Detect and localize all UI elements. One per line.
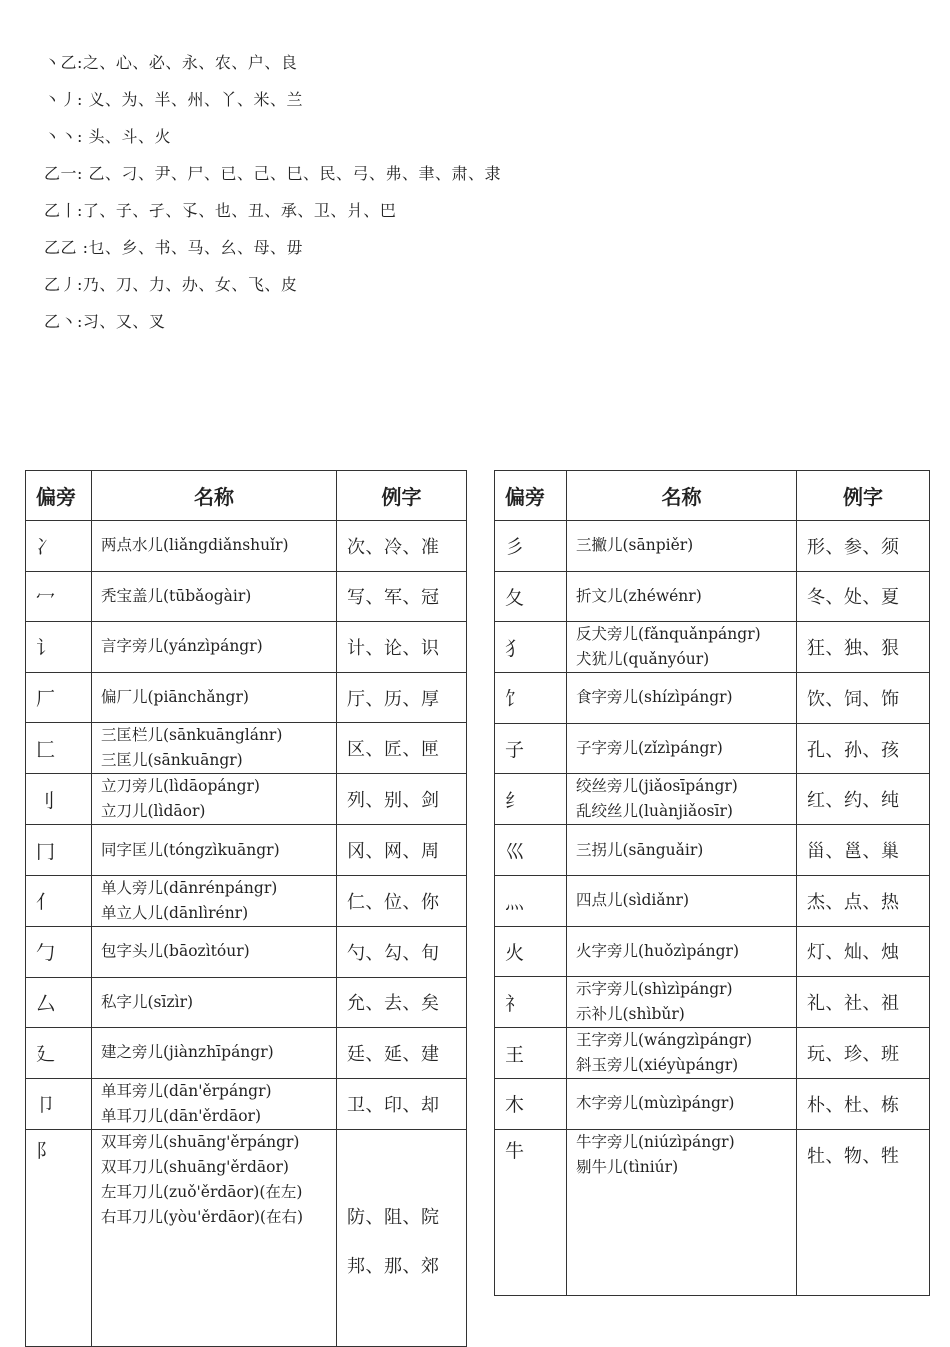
- radical-name: 示字旁儿(shìzìpángr): [576, 980, 733, 999]
- radical-name: 乱绞丝儿(luànjiǎosīr): [576, 802, 733, 821]
- stroke-combo-line: 丶丶: 头、斗、火: [44, 127, 171, 146]
- radical-cell: 勹: [26, 926, 92, 977]
- header-name: 名称: [92, 471, 337, 521]
- radical-name: 包字头儿(bāozìtóur): [101, 942, 250, 961]
- radical-cell: 冂: [26, 825, 92, 876]
- radical-name: 木字旁儿(mùzìpángr): [576, 1094, 735, 1113]
- radical-cell: 阝: [26, 1129, 92, 1346]
- radical-name: 单立人儿(dānlìrénr): [101, 903, 249, 922]
- table-row: [26, 672, 467, 723]
- table-row: [26, 1028, 467, 1079]
- radical-name: 言字旁儿(yánzìpángr): [101, 637, 263, 656]
- stroke-combo-line: 丶丿: 义、为、半、州、丫、米、兰: [44, 90, 303, 109]
- radical-table-right: [494, 470, 930, 1296]
- name-cell: [92, 622, 337, 673]
- examples-cell: 冬、处、夏: [797, 571, 930, 622]
- examples-cell: 厅、历、厚: [337, 672, 467, 723]
- name-cell: [567, 926, 797, 977]
- radical-cell: 卩: [26, 1078, 92, 1129]
- radical-cell: 厂: [26, 672, 92, 723]
- examples-cell: 礼、社、祖: [797, 977, 930, 1028]
- table-body: [495, 521, 930, 1296]
- examples-cell: 勺、勾、旬: [337, 926, 467, 977]
- example-chars: 邦、那、郊: [347, 1255, 440, 1277]
- radical-cell: 子: [495, 723, 567, 774]
- table-row: [26, 825, 467, 876]
- examples-cell: 玩、珍、班: [797, 1028, 930, 1079]
- name-cell: [567, 521, 797, 572]
- table-row: [26, 1129, 467, 1346]
- table-row: [26, 875, 467, 926]
- radical-name: 示补儿(shìbǔr): [576, 1005, 685, 1024]
- table-row: [495, 673, 930, 724]
- name-cell: [92, 723, 337, 774]
- radical-name: 剔牛儿(tìniúr): [576, 1157, 679, 1176]
- radical-name: 单耳旁儿(dān'ěrpángr): [101, 1081, 272, 1100]
- examples-cell: 廷、延、建: [337, 1028, 467, 1079]
- table-body: [26, 521, 467, 1347]
- stroke-combo-line: 乙乙 :乜、乡、书、马、幺、母、毋: [44, 238, 303, 257]
- radical-name: 立刀儿(lìdāor): [101, 802, 206, 821]
- radical-cell: 廴: [26, 1028, 92, 1079]
- table-row: [26, 521, 467, 572]
- table-row: [495, 825, 930, 876]
- radical-cell: 厶: [26, 977, 92, 1028]
- radical-cell: 冖: [26, 571, 92, 622]
- radical-cell: 巛: [495, 825, 567, 876]
- examples-cell: 形、参、须: [797, 521, 930, 572]
- radical-cell: 冫: [26, 521, 92, 572]
- table-row: [26, 622, 467, 673]
- table-row: [495, 875, 930, 926]
- table-row: [495, 926, 930, 977]
- table-row: [495, 622, 930, 673]
- name-cell: [567, 825, 797, 876]
- header-radical: 偏旁: [495, 471, 567, 521]
- stroke-combo-line: 丶乙:之、心、必、永、农、户、良: [44, 53, 298, 72]
- name-cell: [567, 774, 797, 825]
- table-row: [26, 723, 467, 774]
- radical-name: 火字旁儿(huǒzìpángr): [576, 941, 739, 960]
- table-row: [495, 774, 930, 825]
- radical-name: 私字儿(sīzìr): [101, 992, 194, 1011]
- examples-cell: 区、匠、匣: [337, 723, 467, 774]
- radical-cell: 灬: [495, 875, 567, 926]
- name-cell: [567, 1028, 797, 1079]
- examples-cell: 列、别、剑: [337, 774, 467, 825]
- radical-cell: 纟: [495, 774, 567, 825]
- radical-cell: 彡: [495, 521, 567, 572]
- radical-name: 左耳刀儿(zuǒ'ěrdāor)(在左): [101, 1182, 303, 1201]
- radical-cell: 犭: [495, 622, 567, 673]
- radical-cell: 火: [495, 926, 567, 977]
- radical-name: 三匡儿(sānkuāngr): [101, 751, 243, 770]
- table-row: [495, 521, 930, 572]
- examples-cell: 杰、点、热: [797, 875, 930, 926]
- stroke-combo-line: 乙丨:了、子、孑、孓、也、丑、承、卫、爿、巴: [44, 201, 397, 220]
- name-cell: [92, 521, 337, 572]
- radical-cell: 亻: [26, 875, 92, 926]
- name-cell: [567, 673, 797, 724]
- name-cell: [567, 977, 797, 1028]
- name-cell: [92, 1129, 337, 1346]
- radical-name: 三匡栏儿(sānkuānglánr): [101, 726, 283, 745]
- radical-name: 斜玉旁儿(xiéyùpángr): [576, 1056, 739, 1075]
- radical-name: 双耳刀儿(shuāng'ěrdāor): [101, 1157, 289, 1176]
- examples-cell: 卫、印、却: [337, 1078, 467, 1129]
- examples-cell: 红、约、纯: [797, 774, 930, 825]
- radical-name: 犬犹儿(quǎnyóur): [576, 650, 710, 669]
- radical-name: 反犬旁儿(fǎnquǎnpángr): [576, 625, 761, 644]
- radical-name: 同字匡儿(tóngzìkuāngr): [101, 840, 280, 859]
- name-cell: [567, 1079, 797, 1130]
- radical-name: 立刀旁儿(lìdāopángr): [101, 777, 260, 796]
- stroke-combo-line: 乙丿:乃、刀、力、办、女、飞、皮: [44, 275, 298, 294]
- stroke-combo-line: 乙丶:习、又、叉: [44, 312, 166, 331]
- examples-cell: 饮、饲、饰: [797, 673, 930, 724]
- examples-cell: 计、论、识: [337, 622, 467, 673]
- radical-name: 三撇儿(sānpiěr): [576, 536, 694, 555]
- radical-name: 偏厂儿(piānchǎngr): [101, 688, 249, 707]
- examples-cell: 狂、独、狠: [797, 622, 930, 673]
- examples-cell: 写、军、冠: [337, 571, 467, 622]
- table-row: [26, 926, 467, 977]
- radical-name: 双耳旁儿(shuāng'ěrpángr): [101, 1132, 300, 1151]
- table-row: [26, 774, 467, 825]
- radical-cell: 牛: [495, 1129, 567, 1295]
- table-row: [495, 977, 930, 1028]
- name-cell: [567, 571, 797, 622]
- radical-cell: 刂: [26, 774, 92, 825]
- radical-name: 单人旁儿(dānrénpángr): [101, 878, 278, 897]
- name-cell: [567, 723, 797, 774]
- table-row: [26, 571, 467, 622]
- radical-cell: 木: [495, 1079, 567, 1130]
- examples-cell: 牡、物、牲: [797, 1129, 930, 1295]
- table-row: [26, 977, 467, 1028]
- name-cell: [567, 622, 797, 673]
- radical-cell: 王: [495, 1028, 567, 1079]
- table-row: [495, 1079, 930, 1130]
- name-cell: [567, 1129, 797, 1295]
- table-row: [495, 723, 930, 774]
- table-row: [495, 1028, 930, 1079]
- examples-cell: 允、去、矣: [337, 977, 467, 1028]
- radical-name: 右耳刀儿(yòu'ěrdāor)(在右): [101, 1207, 304, 1226]
- table-row: [495, 571, 930, 622]
- name-cell: [92, 926, 337, 977]
- examples-cell: [337, 1129, 467, 1346]
- name-cell: [567, 875, 797, 926]
- header-name: 名称: [567, 471, 797, 521]
- radical-name: 单耳刀儿(dān'ěrdāor): [101, 1106, 261, 1125]
- example-chars: 防、阻、院: [347, 1206, 440, 1228]
- name-cell: [92, 571, 337, 622]
- radical-cell: 讠: [26, 622, 92, 673]
- name-cell: [92, 825, 337, 876]
- table-row: [26, 1078, 467, 1129]
- stroke-combo-line: 乙一: 乙、刁、尹、尸、已、己、巳、民、弓、弗、聿、肃、隶: [44, 164, 501, 183]
- examples-cell: 孔、孙、孩: [797, 723, 930, 774]
- table-row: [495, 1129, 930, 1295]
- examples-cell: 次、冷、准: [337, 521, 467, 572]
- name-cell: [92, 774, 337, 825]
- radical-cell: 夂: [495, 571, 567, 622]
- radical-cell: 匚: [26, 723, 92, 774]
- radical-name: 折文儿(zhéwénr): [576, 586, 702, 605]
- examples-cell: 仁、位、你: [337, 875, 467, 926]
- radical-name: 四点儿(sìdiǎnr): [576, 891, 690, 910]
- name-cell: [92, 1078, 337, 1129]
- name-cell: [92, 672, 337, 723]
- examples-cell: 灯、灿、烛: [797, 926, 930, 977]
- radical-table-left: [25, 470, 467, 1347]
- radical-name: 食字旁儿(shízìpángr): [576, 688, 733, 707]
- radical-name: 牛字旁儿(niúzìpángr): [576, 1132, 735, 1151]
- examples-cell: 冈、网、周: [337, 825, 467, 876]
- radical-name: 建之旁儿(jiànzhīpángr): [101, 1043, 274, 1062]
- table-header-row: [495, 471, 930, 521]
- name-cell: [92, 875, 337, 926]
- radical-name: 三拐儿(sānguǎir): [576, 840, 704, 859]
- radical-name: 王字旁儿(wángzìpángr): [576, 1031, 753, 1050]
- radical-cell: 饣: [495, 673, 567, 724]
- radical-name: 秃宝盖儿(tūbǎogàir): [101, 586, 252, 605]
- name-cell: [92, 1028, 337, 1079]
- radical-name: 子字旁儿(zǐzìpángr): [576, 739, 723, 758]
- radical-name: 绞丝旁儿(jiǎosīpángr): [576, 777, 738, 796]
- header-radical: 偏旁: [26, 471, 92, 521]
- table-header-row: [26, 471, 467, 521]
- stroke-combination-list: [44, 50, 501, 346]
- examples-cell: 甾、邕、巢: [797, 825, 930, 876]
- name-cell: [92, 977, 337, 1028]
- radical-cell: 礻: [495, 977, 567, 1028]
- header-examples: 例字: [337, 471, 467, 521]
- radical-name: 两点水儿(liǎngdiǎnshuǐr): [101, 536, 289, 555]
- header-examples: 例字: [797, 471, 930, 521]
- examples-cell: 朴、杜、栋: [797, 1079, 930, 1130]
